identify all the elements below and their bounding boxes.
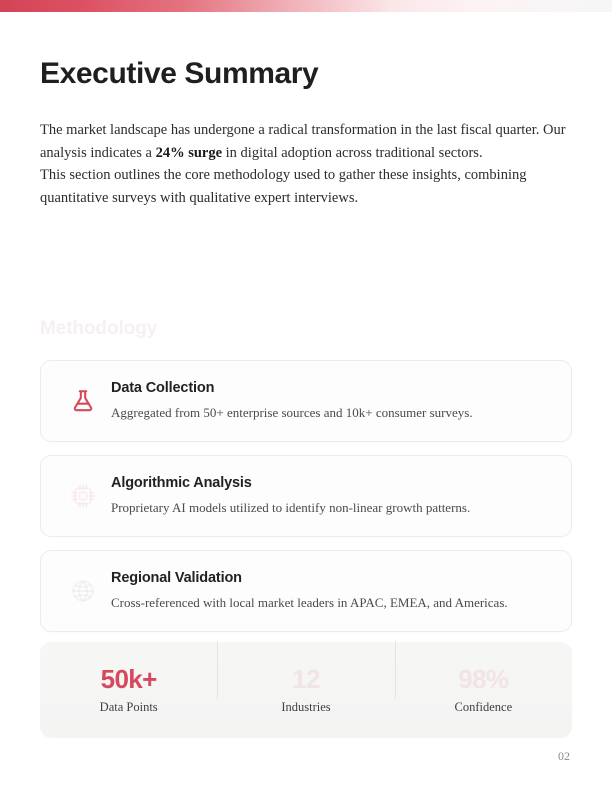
card-body [111, 379, 555, 422]
stat-label: Confidence [454, 699, 513, 714]
card-title: Regional Validation [111, 570, 242, 586]
stat-label: Industries [281, 699, 331, 714]
stat-value: 98% [458, 664, 509, 695]
intro-paragraphs [40, 119, 570, 209]
card-title: Algorithmic Analysis [111, 475, 252, 491]
stat-industries [217, 665, 394, 715]
card-description: Cross-referenced with local market leaders in APAC, EMEA, and Americas. [111, 594, 508, 610]
cpu-chip-icon [63, 476, 103, 516]
card-body [111, 474, 555, 517]
intro-paragraph-1-after: in digital adoption across traditional sectors. [222, 144, 483, 161]
flask-icon [63, 381, 103, 421]
card-description: Aggregated from 50+ enterprise sources and 10k+ consumer surveys. [111, 404, 473, 420]
stat-value: 12 [292, 664, 320, 695]
card-body [111, 569, 555, 612]
section-heading-methodology: Methodology [40, 318, 158, 339]
page-number: 02 [558, 749, 570, 763]
card-title: Data Collection [111, 380, 215, 396]
stat-data-points [40, 665, 217, 715]
method-card-algorithmic-analysis[interactable] [40, 455, 572, 537]
intro-paragraph-2: This section outlines the core methodology used to gather these insights, combining quantitative surveys with qualitative expert interviews. [40, 167, 527, 206]
stat-label: Data Points [99, 699, 158, 714]
card-description: Proprietary AI models utilized to identify non-linear growth patterns. [111, 499, 471, 515]
stat-value: 50k+ [100, 664, 157, 695]
globe-icon [63, 571, 103, 611]
intro-paragraph-1 [40, 119, 570, 164]
page-title: Executive Summary [40, 57, 319, 90]
stats-panel [40, 642, 572, 738]
intro-paragraph-1-before: The market landscape has undergone a radical transformation in the last fiscal quarter. Our analysis indicates a [40, 122, 566, 161]
stat-confidence [395, 665, 572, 715]
method-card-regional-validation[interactable] [40, 550, 572, 632]
method-card-data-collection[interactable] [40, 360, 572, 442]
intro-highlight-stat: 24% surge [155, 144, 223, 161]
